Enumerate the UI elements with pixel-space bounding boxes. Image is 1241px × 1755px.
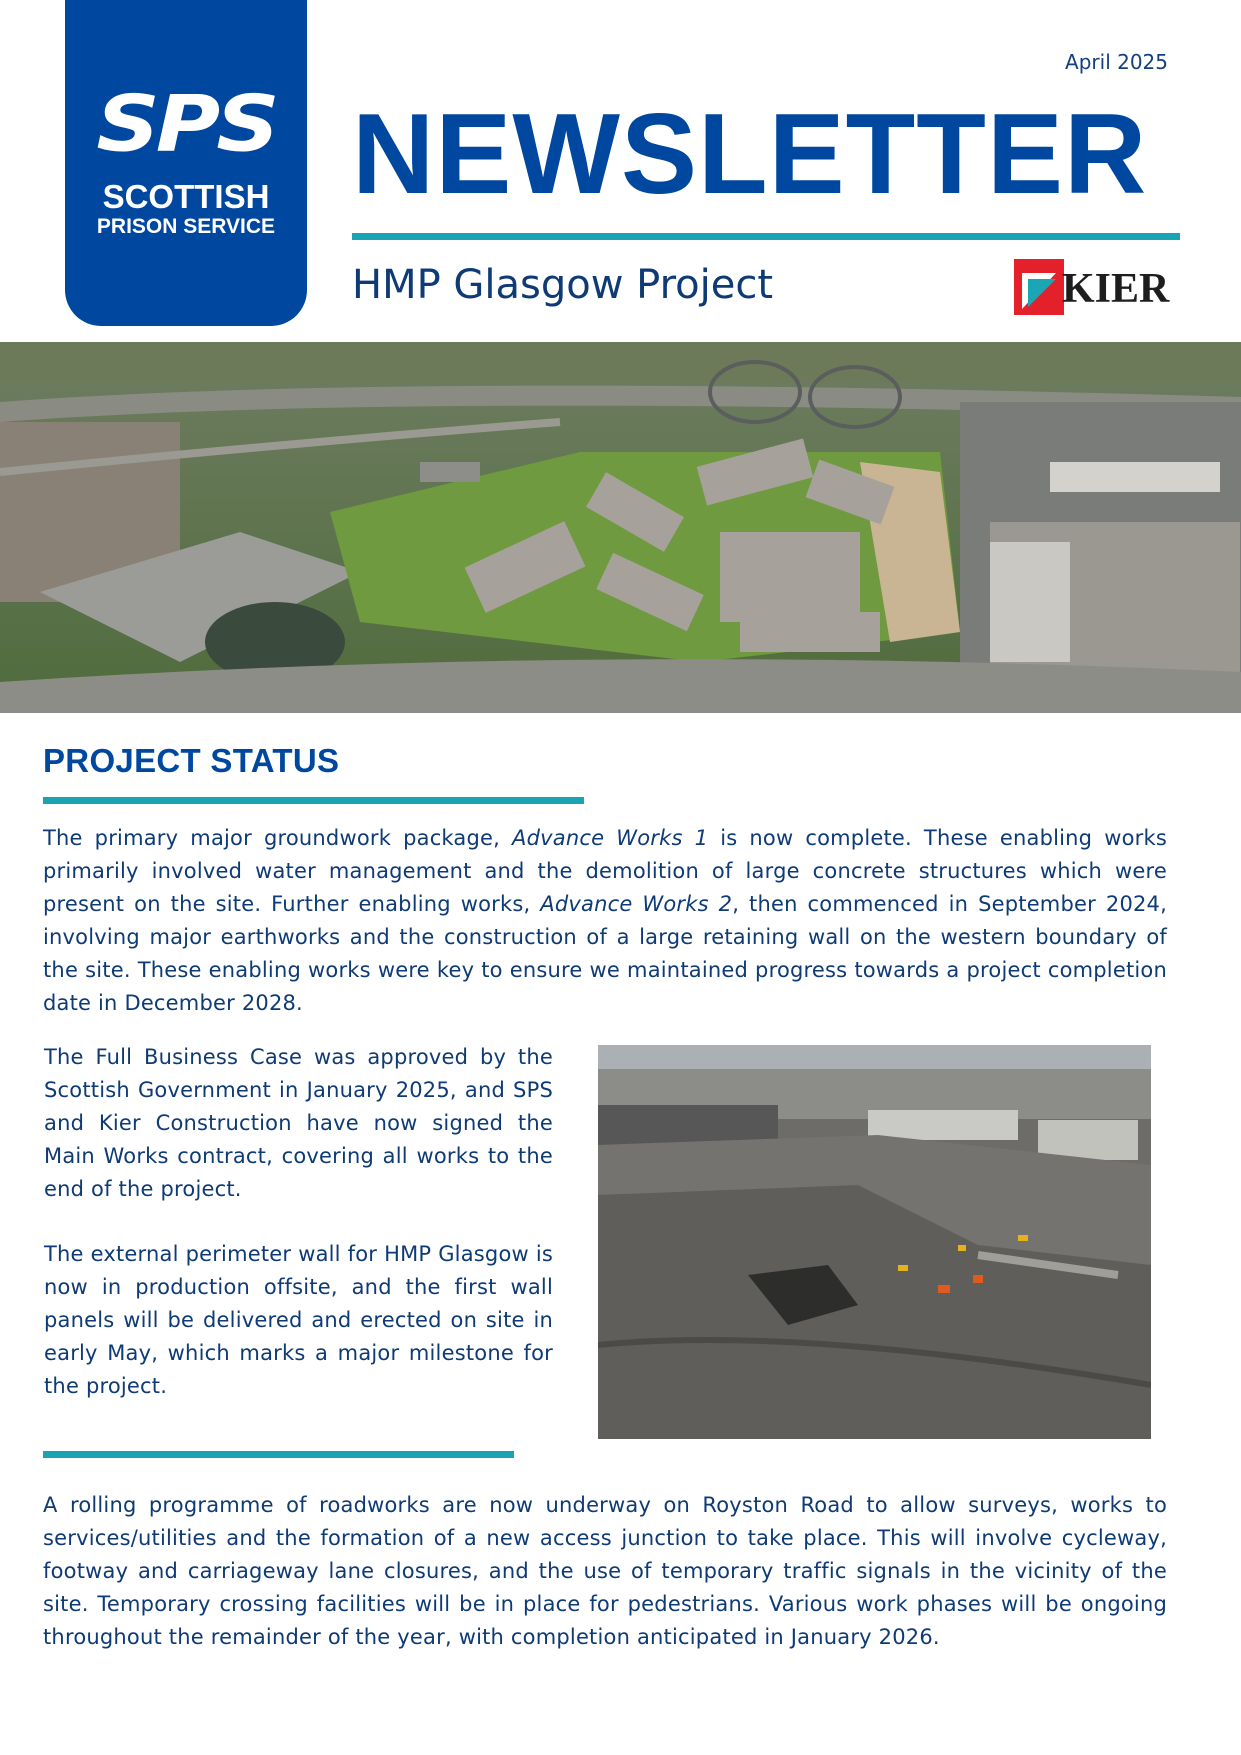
kier-logo-text: KIER bbox=[1062, 266, 1170, 312]
paragraph-text: , then commenced in September 2024, involving major earthworks and the construction of a large retaining wall on the western boundary of the site. These enabling works were key to ensure we maintained progress towards a project completion date in December 2028. bbox=[43, 892, 1167, 1015]
section-divider bbox=[43, 797, 584, 804]
kier-logo-mark-icon bbox=[1014, 259, 1064, 315]
paragraph-perimeter-wall: The external perimeter wall for HMP Glasgow is now in production offsite, and the first wall panels will be delivered and erected on site in early May, which marks a major milestone for the project. bbox=[44, 1242, 553, 1398]
paragraph-roadworks: A rolling programme of roadworks are now underway on Royston Road to allow surveys, works to services/utilities and the formation of a new access junction to take place. This will involve cycleway, footway and carriageway lane closures, and the use of temporary traffic signals in the vicinity of the site. Temporary crossing facilities will be in place for pedestrians. Various work phases will be ongoing throughout the remainder of the year, with completion anticipated in January 2026. bbox=[43, 1493, 1167, 1649]
section-divider-secondary bbox=[43, 1451, 514, 1458]
page-title: NEWSLETTER bbox=[352, 91, 1148, 218]
sps-logo-line2: PRISON SERVICE bbox=[96, 215, 276, 238]
paragraph-business-case: The Full Business Case was approved by the Scottish Government in January 2025, and SPS and Kier Construction have now signed the Main Works contract, covering all works to the end of the project. bbox=[44, 1045, 553, 1201]
issue-date: April 2025 bbox=[1065, 50, 1168, 74]
site-photo-image bbox=[598, 1045, 1151, 1439]
sps-logo-mark: SPS bbox=[96, 78, 276, 169]
section-heading: PROJECT STATUS bbox=[43, 742, 340, 779]
kier-logo bbox=[1014, 259, 1170, 315]
emphasis-advance-works-1: Advance Works 1 bbox=[512, 826, 709, 850]
paragraph-text: The primary major groundwork package, bbox=[43, 826, 513, 850]
page-subtitle: HMP Glasgow Project bbox=[352, 262, 774, 308]
sps-logo bbox=[65, 0, 307, 326]
emphasis-advance-works-2: Advance Works 2 bbox=[540, 892, 733, 916]
paragraph-text: is now complete. These enabling works primarily involved water management and the demolition of large concrete structures which were present on the site. Further enabling works, bbox=[43, 826, 1167, 916]
sps-logo-line1: SCOTTISH bbox=[102, 178, 270, 215]
title-divider bbox=[352, 233, 1180, 240]
aerial-site-image bbox=[0, 342, 1241, 713]
paragraph-advance-works bbox=[43, 822, 1167, 1020]
